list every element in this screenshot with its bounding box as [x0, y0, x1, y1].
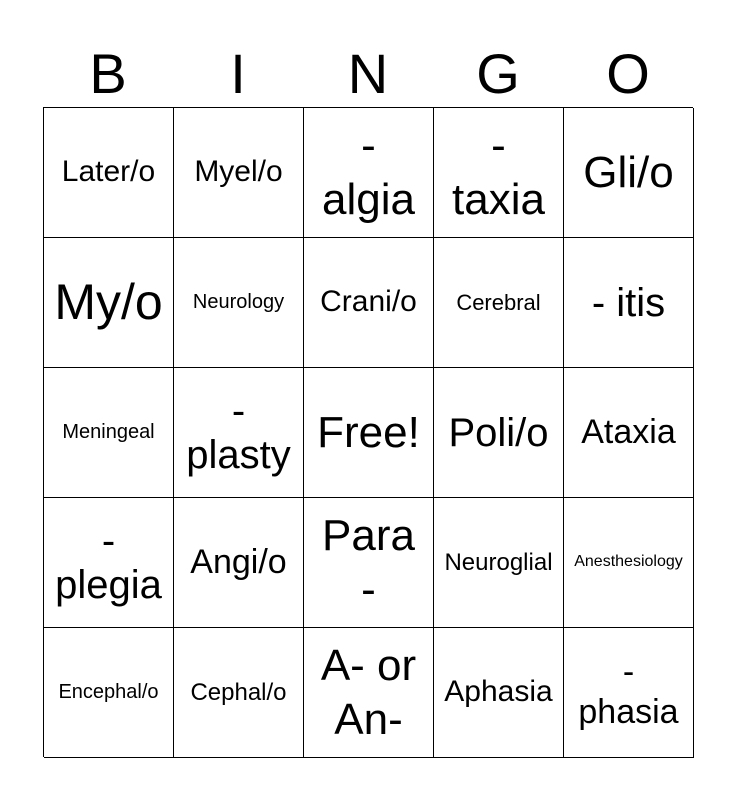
- bingo-cell[interactable]: Angi/o: [174, 498, 304, 628]
- header-letter-i: I: [230, 42, 246, 105]
- header-letter-g: G: [476, 42, 520, 105]
- header-letter-b: B: [89, 42, 127, 105]
- bingo-cell[interactable]: Aphasia: [434, 628, 564, 758]
- bingo-cell[interactable]: Meningeal: [44, 368, 174, 498]
- bingo-cell[interactable]: Poli/o: [434, 368, 564, 498]
- bingo-cell[interactable]: A- or An-: [304, 628, 434, 758]
- bingo-cell[interactable]: Cephal/o: [174, 628, 304, 758]
- bingo-cell[interactable]: Neurology: [174, 238, 304, 368]
- bingo-cell[interactable]: Free!: [304, 368, 434, 498]
- bingo-header: [43, 42, 693, 106]
- header-letter-o: O: [606, 42, 650, 105]
- bingo-grid: [43, 107, 693, 757]
- bingo-cell[interactable]: Ataxia: [564, 368, 694, 498]
- bingo-cell[interactable]: Neuroglial: [434, 498, 564, 628]
- bingo-cell[interactable]: Gli/o: [564, 108, 694, 238]
- bingo-cell[interactable]: - taxia: [434, 108, 564, 238]
- bingo-cell[interactable]: Cerebral: [434, 238, 564, 368]
- bingo-cell[interactable]: Myel/o: [174, 108, 304, 238]
- bingo-cell[interactable]: Encephal/o: [44, 628, 174, 758]
- bingo-cell[interactable]: Para -: [304, 498, 434, 628]
- bingo-cell[interactable]: Crani/o: [304, 238, 434, 368]
- header-letter-n: N: [347, 42, 389, 105]
- bingo-cell[interactable]: My/o: [44, 238, 174, 368]
- bingo-cell[interactable]: Anesthesiology: [564, 498, 694, 628]
- bingo-cell[interactable]: - plasty: [174, 368, 304, 498]
- bingo-cell[interactable]: - itis: [564, 238, 694, 368]
- bingo-cell[interactable]: Later/o: [44, 108, 174, 238]
- bingo-cell[interactable]: - plegia: [44, 498, 174, 628]
- bingo-cell[interactable]: - algia: [304, 108, 434, 238]
- bingo-cell[interactable]: - phasia: [564, 628, 694, 758]
